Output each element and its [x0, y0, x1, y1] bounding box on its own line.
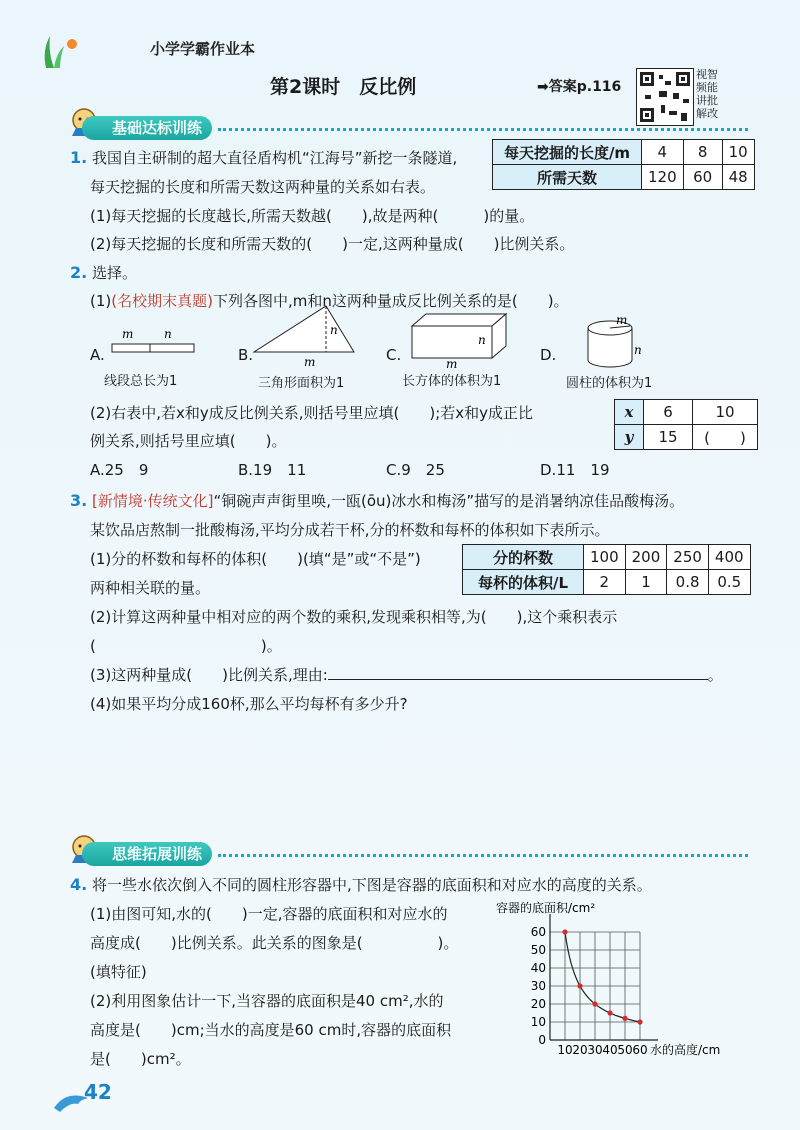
q3-sub2-line2: ( )。 [90, 637, 282, 655]
table-cell: 400 [708, 545, 750, 570]
q4-sub1-line2: 高度成( )比例关系。此关系的图象是( )。 [90, 934, 459, 952]
answer-reference: ➡答案p.116 [537, 79, 622, 95]
cuboid-figure [402, 308, 512, 370]
q4-text-line1: 将一些水依次倒入不同的圆柱形容器中,下图是容器的底面积和对应水的高度的关系。 [92, 876, 652, 894]
choice-b: B.19 11 [238, 461, 307, 479]
x-tick-label: 40 [602, 1043, 618, 1057]
option-caption: 线段总长为1 [104, 374, 178, 389]
y-tick-label: 10 [530, 1015, 546, 1029]
x-tick-label: 20 [572, 1043, 588, 1057]
q2-sub1-prefix: (1) [90, 292, 112, 310]
q1-sub2: (2)每天挖掘的长度和所需天数的( )一定,这两种量成( )比例关系。 [90, 235, 575, 253]
table-header: 每天挖掘的长度/m [493, 140, 642, 165]
section-divider [218, 854, 748, 857]
table-cell: 250 [667, 545, 709, 570]
table-header: y [615, 425, 644, 450]
section-tag-extend: 思维拓展训练 [82, 842, 212, 866]
question-number: 1. [70, 148, 88, 167]
qr-label: 视智 频能 讲批 解改 [696, 68, 718, 120]
q1-text-line1: 我国自主研制的超大直径盾构机“江海号”新挖一条隧道, [92, 149, 458, 167]
label-n: n [634, 343, 642, 357]
q3-sub3-end: 。 [707, 666, 723, 684]
label-n: n [330, 323, 338, 337]
table-cell: 120 [642, 165, 684, 190]
table-cell: 0.5 [708, 570, 750, 595]
brand-name: 小学学霸作业本 [150, 40, 256, 58]
option-letter: A. [90, 346, 105, 364]
q1-sub1: (1)每天挖掘的长度越长,所需天数越( ),故是两种( )的量。 [90, 207, 535, 225]
table-cell: 10 [693, 400, 758, 425]
option-caption: 长方体的体积为1 [402, 374, 502, 389]
label-m: m [122, 327, 134, 341]
table-cell: 48 [722, 165, 754, 190]
y-tick-label: 0 [538, 1033, 546, 1047]
data-point [577, 983, 582, 988]
x-tick-label: 30 [587, 1043, 603, 1057]
q3-sub3: (3)这两种量成( )比例关系,理由: [90, 666, 328, 684]
table-header: 所需天数 [493, 165, 642, 190]
table-cell: 2 [584, 570, 626, 595]
option-letter: B. [238, 346, 254, 364]
y-axis-label: 容器的底面积/cm² [496, 901, 596, 915]
q3-table [462, 544, 751, 595]
label-n: n [478, 333, 486, 347]
label-m: m [616, 314, 628, 327]
option-caption: 三角形面积为1 [258, 376, 345, 391]
table-cell: 6 [644, 400, 693, 425]
option-letter: D. [540, 346, 557, 364]
q4-sub2-line2: 高度是( )cm;当水的高度是60 cm时,容器的底面积 [90, 1021, 452, 1039]
section-tag-basic: 基础达标训练 [82, 116, 212, 140]
option-caption: 圆柱的体积为1 [566, 376, 653, 391]
triangle-figure [250, 298, 360, 368]
answer-line[interactable] [328, 665, 708, 680]
data-point [637, 1019, 642, 1024]
table-cell: 4 [642, 140, 684, 165]
page-number: 42 [84, 1080, 112, 1104]
data-point [607, 1010, 612, 1015]
q4-sub2-line3: 是( )cm²。 [90, 1050, 191, 1068]
table-cell: 10 [722, 140, 754, 165]
table-header: x [615, 400, 644, 425]
chart-grid [550, 932, 640, 1040]
y-tick-label: 50 [530, 943, 546, 957]
table-cell: 8 [683, 140, 722, 165]
cylinder-figure [582, 314, 642, 372]
q3-sub4: (4)如果平均分成160杯,那么平均每杯有多少升? [90, 695, 408, 713]
context-tag: [新情境·传统文化] [92, 492, 214, 510]
chart-ticks [531, 925, 648, 1057]
option-letter: C. [386, 346, 402, 364]
segment-figure [110, 324, 200, 364]
question-number: 4. [70, 875, 88, 894]
choice-a: A.25 9 [90, 461, 149, 479]
q2-title: 选择。 [92, 264, 138, 282]
seaweed-icon [36, 30, 86, 70]
table-cell: ( ) [693, 425, 758, 450]
q4-sub2-line1: (2)利用图象估计一下,当容器的底面积是40 cm²,水的 [90, 992, 444, 1010]
label-n: n [164, 327, 172, 341]
table-cell: 200 [625, 545, 667, 570]
y-tick-label: 30 [530, 979, 546, 993]
series-curve [565, 932, 640, 1022]
data-point [622, 1016, 627, 1021]
q4-sub1-line3: (填特征) [90, 963, 147, 981]
table-header: 分的杯数 [463, 545, 584, 570]
y-tick-label: 60 [530, 925, 546, 939]
q1-table [492, 139, 755, 190]
area-height-chart [494, 898, 764, 1068]
lesson-title: 第2课时 反比例 [270, 76, 417, 98]
choice-c: C.9 25 [386, 461, 445, 479]
qr-code-icon[interactable] [636, 68, 694, 126]
q4-sub1-line1: (1)由图可知,水的( )一定,容器的底面积和对应水的 [90, 905, 448, 923]
label-m: m [304, 355, 316, 368]
source-tag: (名校期末真题) [111, 292, 213, 310]
label-m: m [446, 357, 458, 370]
chart-series [562, 929, 642, 1024]
table-cell: 100 [584, 545, 626, 570]
y-tick-label: 20 [530, 997, 546, 1011]
x-tick-label: 60 [632, 1043, 648, 1057]
table-cell: 60 [683, 165, 722, 190]
q1-text-line2: 每天挖掘的长度和所需天数这两种量的关系如右表。 [90, 178, 436, 196]
q2-sub1-text: 下列各图中,m和n这两种量成反比例关系的是( )。 [212, 292, 569, 310]
q3-sub1-line2: 两种相关联的量。 [90, 579, 211, 597]
q3-text-line2: 某饮品店熬制一批酸梅汤,平均分成若干杯,分的杯数和每杯的体积如下表所示。 [90, 521, 610, 539]
data-point [592, 1001, 597, 1006]
x-tick-label: 10 [557, 1043, 573, 1057]
q2-xy-table [614, 399, 758, 450]
x-axis-label: 水的高度/cm [650, 1043, 721, 1057]
question-number: 3. [70, 491, 88, 510]
q2-sub2-line1: (2)右表中,若x和y成反比例关系,则括号里应填( );若x和y成正比 [90, 404, 534, 422]
y-tick-label: 40 [530, 961, 546, 975]
table-cell: 15 [644, 425, 693, 450]
question-number: 2. [70, 263, 88, 282]
q3-text-line1: “铜碗声声街里唤,一瓯(ōu)冰水和梅汤”描写的是消暑纳凉佳品酸梅汤。 [213, 492, 685, 510]
table-header: 每杯的体积/L [463, 570, 584, 595]
table-cell: 1 [625, 570, 667, 595]
q2-sub2-line2: 例关系,则括号里应填( )。 [90, 432, 287, 450]
data-point [562, 929, 567, 934]
choice-d: D.11 19 [540, 461, 610, 479]
x-tick-label: 50 [617, 1043, 633, 1057]
q3-sub2-line1: (2)计算这两种量中相对应的两个数的乘积,发现乘积相等,为( ),这个乘积表示 [90, 608, 618, 626]
q3-sub1-line1: (1)分的杯数和每杯的体积( )(填“是”或“不是”) [90, 550, 421, 568]
section-divider [218, 128, 748, 131]
table-cell: 0.8 [667, 570, 709, 595]
